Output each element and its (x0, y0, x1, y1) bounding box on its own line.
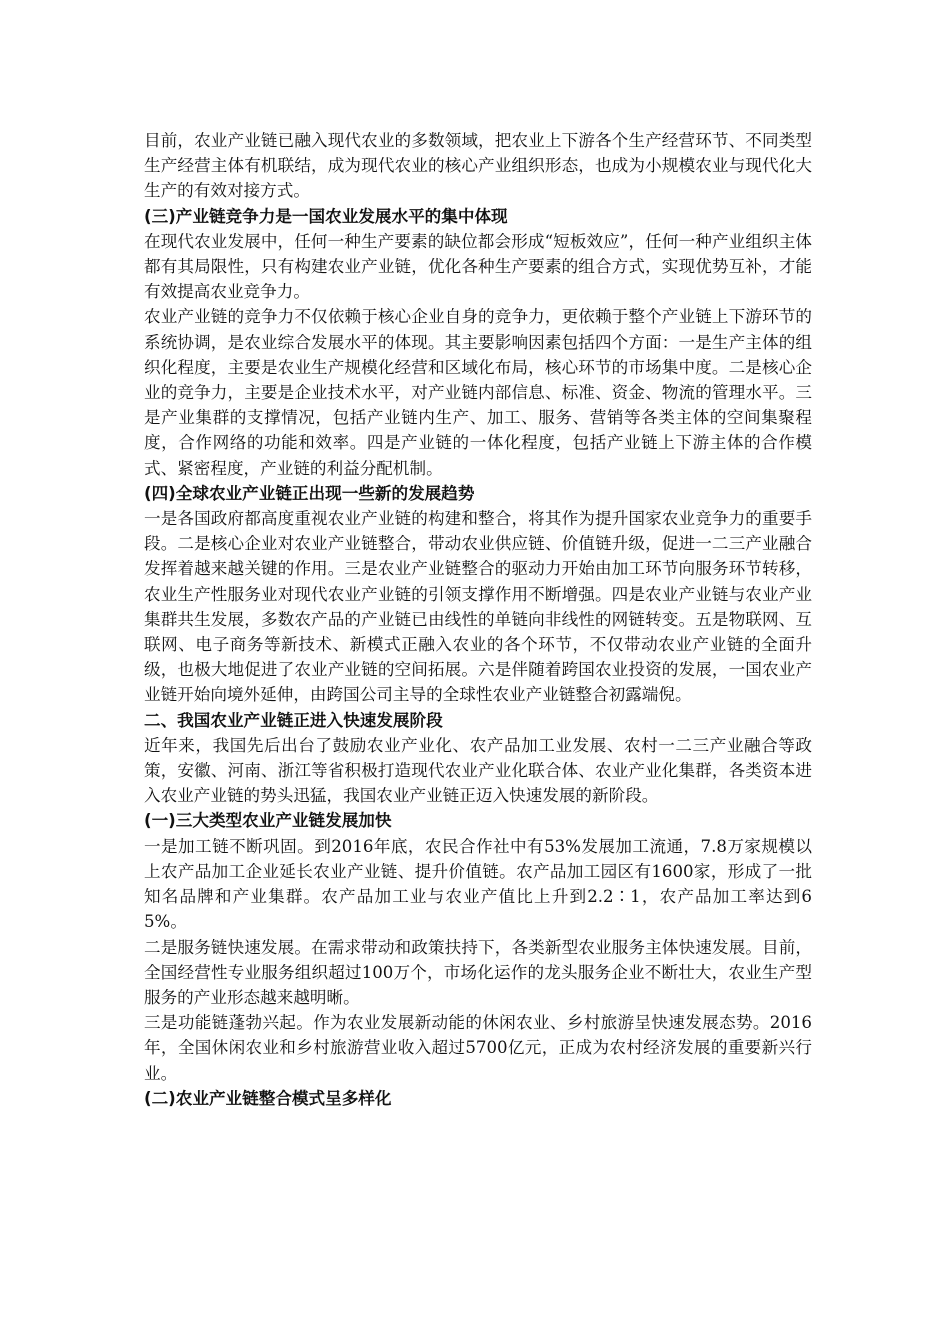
paragraph: 一是各国政府都高度重视农业产业链的构建和整合，将其作为提升国家农业竞争力的重要手段。二是核心企业对农业产业链整合，带动农业供应链、价值链升级，促进一二三产业融合发挥着越来越关键的作用。三是农业产业链整合的驱动力开始由加工环节向服务环节转移，农业生产性服务业对现代农业产业链的引领支撑作用不断增强。四是农业产业链与农业产业集群共生发展，多数农产品的产业链已由线性的单链向非线性的网链转变。五是物联网、互联网、电子商务等新技术、新模式正融入农业的各个环节，不仅带动农业产业链的全面升级，也极大地促进了农业产业链的空间拓展。六是伴随着跨国农业投资的发展，一国农业产业链开始向境外延伸，由跨国公司主导的全球性农业产业链整合初露端倪。 (144, 509, 812, 705)
section-heading: (三)产业链竞争力是一国农业发展水平的集中体现 (144, 206, 508, 226)
section-heading: (二)农业产业链整合模式呈多样化 (144, 1088, 392, 1108)
paragraph: 农业产业链的竞争力不仅依赖于核心企业自身的竞争力，更依赖于整个产业链上下游环节的系统协调，是农业综合发展水平的体现。其主要影响因素包括四个方面：一是生产主体的组织化程度，主要是农业生产规模化经营和区域化布局，核心环节的市场集中度。二是核心企业的竞争力，主要是企业技术水平，对产业链内部信息、标准、资金、物流的管理水平。三是产业集群的支撑情况，包括产业链内生产、加工、服务、营销等各类主体的空间集聚程度，合作网络的功能和效率。四是产业链的一体化程度，包括产业链上下游主体的合作模式、紧密程度，产业链的利益分配机制。 (144, 307, 812, 478)
chapter-heading: 二、我国农业产业链正进入快速发展阶段 (144, 710, 443, 730)
paragraph: 二是服务链快速发展。在需求带动和政策扶持下，各类新型农业服务主体快速发展。目前，全国经营性专业服务组织超过100万个，市场化运作的龙头服务企业不断壮大，农业生产型服务的产业形态越来越明晰。 (144, 937, 812, 1007)
paragraph: 一是加工链不断巩固。到2016年底，农民合作社中有53%发展加工流通，7.8万家规模以上农产品加工企业延长农业产业链、提升价值链。农产品加工园区有1600家，形成了一批知名品牌和产业集群。农产品加工业与农业产值比上升到2.2∶1，农产品加工率达到65%。 (144, 836, 812, 932)
paragraph: 近年来，我国先后出台了鼓励农业产业化、农产品加工业发展、农村一二三产业融合等政策，安徽、河南、浙江等省积极打造现代农业产业化联合体、农业产业化集群，各类资本进入农业产业链的势头迅猛，我国农业产业链正迈入快速发展的新阶段。 (144, 735, 812, 806)
paragraph: 三是功能链蓬勃兴起。作为农业发展新动能的休闲农业、乡村旅游呈快速发展态势。2016年，全国休闲农业和乡村旅游营业收入超过5700亿元，正成为农村经济发展的重要新兴行业。 (144, 1013, 812, 1083)
paragraph: 目前，农业产业链已融入现代农业的多数领域，把农业上下游各个生产经营环节、不同类型生产经营主体有机联结，成为现代农业的核心产业组织形态，也成为小规模农业与现代化大生产的有效对接方式。 (144, 131, 812, 201)
section-heading: (四)全球农业产业链正出现一些新的发展趋势 (144, 483, 475, 503)
paragraph: 在现代农业发展中，任何一种生产要素的缺位都会形成“短板效应”，任何一种产业组织主体都有其局限性，只有构建农业产业链，优化各种生产要素的组合方式，实现优势互补，才能有效提高农业竞争力。 (144, 231, 812, 302)
document-body (144, 128, 812, 1111)
section-heading: (一)三大类型农业产业链发展加快 (144, 811, 392, 831)
